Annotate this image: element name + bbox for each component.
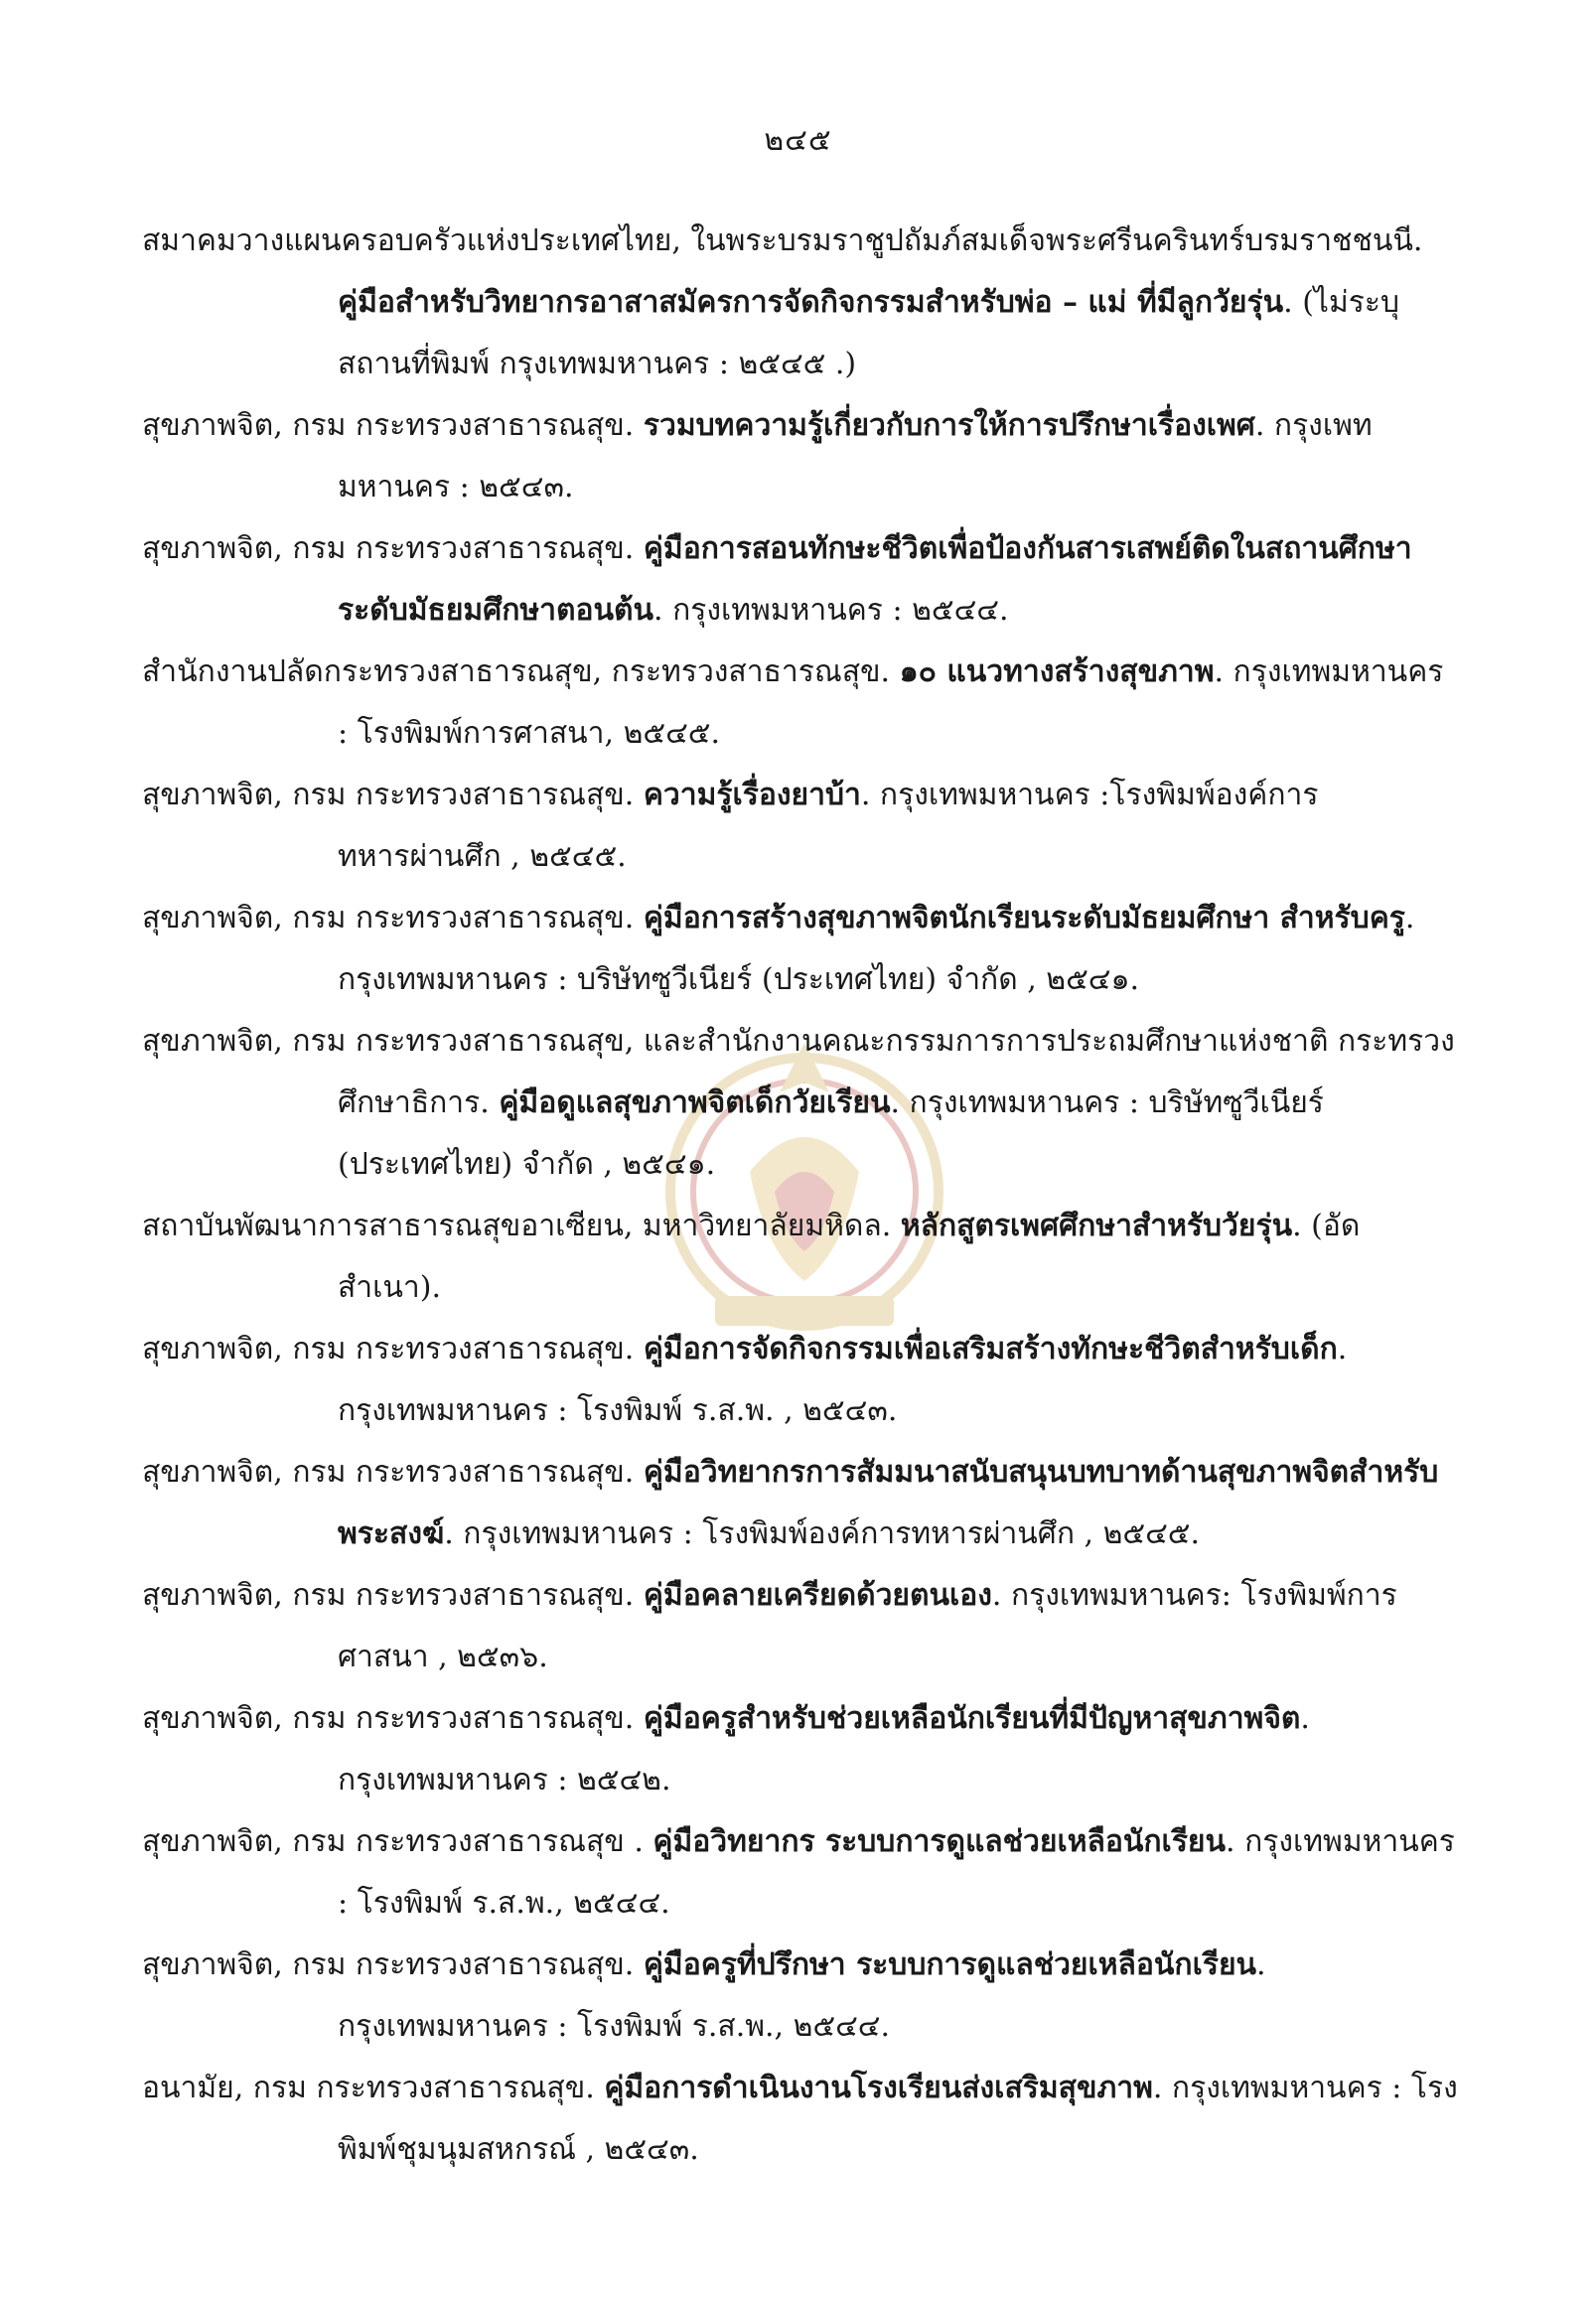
reference-item: สุขภาพจิต, กรม กระทรวงสาธารณสุข. คู่มือการสอนทักษะชีวิตเพื่อป้องกันสารเสพย์ติดในสถานศึกษาระดับมัธยมศึกษาตอนต้น. กรุงเทพมหานคร : ๒๕๔๔. xyxy=(142,531,1412,628)
reference-item: สำนักงานปลัดกระทรวงสาธารณสุข, กระทรวงสาธารณสุข. ๑๐ แนวทางสร้างสุขภาพ. กรุงเทพมหานคร : โรงพิมพ์การศาสนา, ๒๕๔๕. xyxy=(142,654,1444,751)
reference-title: ความรู้เรื่องยาบ้า xyxy=(643,778,861,812)
reference-item: สมาคมวางแผนครอบครัวแห่งประเทศไทย, ในพระบรมราชูปถัมภ์สมเด็จพระศรีนครินทร์บรมราชชนนี. คู่มือสำหรับวิทยากรอาสาสมัครการจัดกิจกรรมสำหรับพ่อ – แม่ ที่มีลูกวัยรุ่น. (ไม่ระบุสถานที่พิมพ์ กรุงเทพมหานคร : ๒๕๔๕ .) xyxy=(142,223,1423,381)
reference-item: สุขภาพจิต, กรม กระทรวงสาธารณสุข. คู่มือวิทยากรการสัมมนาสนับสนุนบทบาทด้านสุขภาพจิตสำหรับพระสงฆ์. กรุงเทพมหานคร : โรงพิมพ์องค์การทหารผ่านศึก , ๒๕๔๕. xyxy=(142,1455,1439,1551)
reference-item: สุขภาพจิต, กรม กระทรวงสาธารณสุข. รวมบทความรู้เกี่ยวกับการให้การปรึกษาเรื่องเพศ. กรุงเพทมหานคร : ๒๕๔๓. xyxy=(142,408,1373,504)
reference-title: คู่มือสำหรับวิทยากรอาสาสมัครการจัดกิจกรรมสำหรับพ่อ – แม่ ที่มีลูกวัยรุ่น xyxy=(338,285,1284,320)
reference-title: คู่มือดูแลสุขภาพจิตเด็กวัยเรียน xyxy=(499,1085,891,1120)
reference-item: สุขภาพจิต, กรม กระทรวงสาธารณสุข. ความรู้เรื่องยาบ้า. กรุงเทพมหานคร :โรงพิมพ์องค์การทหารผ่านศึก , ๒๕๔๕. xyxy=(142,778,1319,874)
reference-title: คู่มือการดำเนินงานโรงเรียนส่งเสริมสุขภาพ xyxy=(604,2071,1153,2105)
reference-item: สุขภาพจิต, กรม กระทรวงสาธารณสุข. คู่มือคลายเครียดด้วยตนเอง. กรุงเทพมหานคร: โรงพิมพ์การศาสนา , ๒๕๓๖. xyxy=(142,1578,1397,1674)
reference-title: หลักสูตรเพศศึกษาสำหรับวัยรุ่น xyxy=(900,1209,1293,1243)
reference-item: สุขภาพจิต, กรม กระทรวงสาธารณสุข. คู่มือครูสำหรับช่วยเหลือนักเรียนที่มีปัญหาสุขภาพจิต. กรุงเทพมหานคร : ๒๕๔๒. xyxy=(142,1701,1310,1798)
reference-title: ๑๐ แนวทางสร้างสุขภาพ xyxy=(899,654,1215,689)
reference-title: คู่มือการสร้างสุขภาพจิตนักเรียนระดับมัธยมศึกษา สำหรับครู xyxy=(643,901,1405,936)
reference-title: คู่มือการสอนทักษะชีวิตเพื่อป้องกันสารเสพย์ติดในสถานศึกษาระดับมัธยมศึกษาตอนต้น xyxy=(338,531,1412,628)
reference-title: คู่มือคลายเครียดด้วยตนเอง xyxy=(643,1578,992,1613)
reference-title: รวมบทความรู้เกี่ยวกับการให้การปรึกษาเรื่องเพศ xyxy=(643,408,1255,443)
reference-item: สุขภาพจิต, กรม กระทรวงสาธารณสุข. คู่มือครูที่ปรึกษา ระบบการดูแลช่วยเหลือนักเรียน. กรุงเทพมหานคร : โรงพิมพ์ ร.ส.พ., ๒๕๔๔. xyxy=(142,1947,1266,2044)
reference-title: คู่มือครูที่ปรึกษา ระบบการดูแลช่วยเหลือนักเรียน xyxy=(643,1947,1257,1982)
page-number: ๒๔๕ xyxy=(764,123,832,158)
reference-item: สุขภาพจิต, กรม กระทรวงสาธารณสุข. คู่มือการจัดกิจกรรมเพื่อเสริมสร้างทักษะชีวิตสำหรับเด็ก. กรุงเทพมหานคร : โรงพิมพ์ ร.ส.พ. , ๒๕๔๓. xyxy=(142,1332,1348,1428)
reference-item: สุขภาพจิต, กรม กระทรวงสาธารณสุข. คู่มือการสร้างสุขภาพจิตนักเรียนระดับมัธยมศึกษา สำหรับครู. กรุงเทพมหานคร : บริษัทซูวีเนียร์ (ประเทศไทย) จำกัด , ๒๕๔๑. xyxy=(142,901,1415,997)
reference-item: อนามัย, กรม กระทรวงสาธารณสุข. คู่มือการดำเนินงานโรงเรียนส่งเสริมสุขภาพ. กรุงเทพมหานคร : โรงพิมพ์ชุมนุมสหกรณ์ , ๒๕๔๓. xyxy=(142,2071,1458,2167)
reference-item: สถาบันพัฒนาการสาธารณสุขอาเซียน, มหาวิทยาลัยมหิดล. หลักสูตรเพศศึกษาสำหรับวัยรุ่น. (อัดสำเนา). xyxy=(142,1209,1361,1305)
reference-item: สุขภาพจิต, กรม กระทรวงสาธารณสุข, และสำนักงานคณะกรรมการการประถมศึกษาแห่งชาติ กระทรวงศึกษาธิการ. คู่มือดูแลสุขภาพจิตเด็กวัยเรียน. กรุงเทพมหานคร : บริษัทซูวีเนียร์ (ประเทศไทย) จำกัด , ๒๕๔๑. xyxy=(142,1024,1455,1182)
reference-title: คู่มือวิทยากร ระบบการดูแลช่วยเหลือนักเรียน xyxy=(653,1824,1227,1859)
reference-item: สุขภาพจิต, กรม กระทรวงสาธารณสุข . คู่มือวิทยากร ระบบการดูแลช่วยเหลือนักเรียน. กรุงเทพมหานคร : โรงพิมพ์ ร.ส.พ., ๒๕๔๔. xyxy=(142,1824,1455,1921)
reference-list xyxy=(142,211,1463,2181)
reference-title: คู่มือวิทยากรการสัมมนาสนับสนุนบทบาทด้านสุขภาพจิตสำหรับพระสงฆ์ xyxy=(338,1455,1439,1551)
reference-title: คู่มือการจัดกิจกรรมเพื่อเสริมสร้างทักษะชีวิตสำหรับเด็ก xyxy=(643,1332,1338,1367)
reference-title: คู่มือครูสำหรับช่วยเหลือนักเรียนที่มีปัญหาสุขภาพจิต xyxy=(643,1701,1301,1736)
